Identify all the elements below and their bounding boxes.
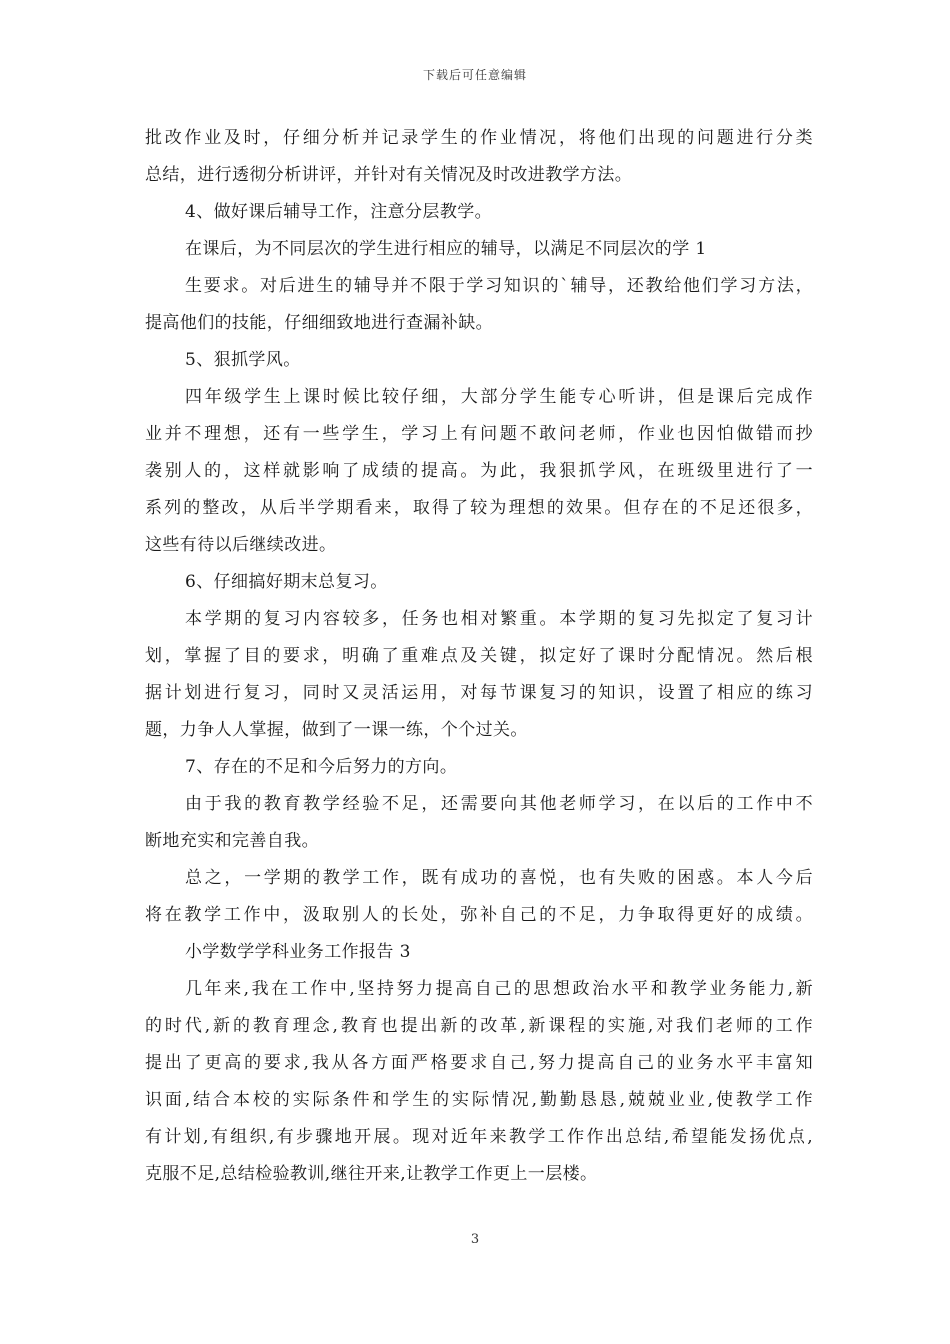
text-line: 总结，进行透彻分析讲评，并针对有关情况及时改进教学方法。: [145, 165, 633, 185]
text-line: 提高他们的技能，仔细细致地进行查漏补缺。: [145, 313, 493, 333]
text-line: 业并不理想，还有一些学生，学习上有问题不敢问老师，作业也因怕做错而抄: [145, 424, 813, 444]
text-line: 袭别人的，这样就影响了成绩的提高。为此，我狠抓学风，在班级里进行了一: [145, 461, 813, 481]
text-line: 几年来,我在工作中,坚持努力提高自己的思想政治水平和教学业务能力,新: [185, 979, 813, 999]
text-line: 划，掌握了目的要求，明确了重难点及关键，拟定好了课时分配情况。然后根: [145, 646, 813, 666]
text-line: 本学期的复习内容较多，任务也相对繁重。本学期的复习先拟定了复习计: [185, 609, 813, 629]
text-line: 在课后，为不同层次的学生进行相应的辅导，以满足不同层次的学 1: [185, 239, 707, 259]
text-line: 这些有待以后继续改进。: [145, 535, 337, 555]
text-line: 提出了更高的要求,我从各方面严格要求自己,努力提高自己的业务水平丰富知: [145, 1053, 813, 1073]
text-line: 小学数学学科业务工作报告 3: [185, 942, 411, 962]
text-line: 有计划,有组织,有步骤地开展。现对近年来教学工作作出总结,希望能发扬优点,: [145, 1127, 813, 1147]
text-line: 4、做好课后辅导工作，注意分层教学。: [185, 202, 493, 222]
text-line: 总之，一学期的教学工作，既有成功的喜悦，也有失败的困惑。本人今后: [185, 868, 813, 888]
document-body: [145, 120, 813, 1193]
text-line: 据计划进行复习，同时又灵活运用，对每节课复习的知识，设置了相应的练习: [145, 683, 813, 703]
text-line: 批改作业及时，仔细分析并记录学生的作业情况，将他们出现的问题进行分类: [145, 128, 813, 148]
text-line: 由于我的教育教学经验不足，还需要向其他老师学习，在以后的工作中不: [185, 794, 813, 814]
text-line: 生要求。对后进生的辅导并不限于学习知识的`辅导，还教给他们学习方法，: [185, 276, 813, 296]
text-line: 将在教学工作中，汲取别人的长处，弥补自己的不足，力争取得更好的成绩。: [145, 905, 813, 925]
text-line: 6、仔细搞好期末总复习。: [185, 572, 388, 592]
text-line: 的时代,新的教育理念,教育也提出新的改革,新课程的实施,对我们老师的工作: [145, 1016, 813, 1036]
text-line: 四年级学生上课时候比较仔细，大部分学生能专心听讲，但是课后完成作: [185, 387, 813, 407]
text-line: 系列的整改，从后半学期看来，取得了较为理想的效果。但存在的不足还很多，: [145, 498, 813, 518]
page-number: 3: [470, 1232, 480, 1247]
text-line: 断地充实和完善自我。: [145, 831, 319, 851]
page-header: 下载后可任意编辑: [422, 68, 527, 82]
text-line: 题，力争人人掌握，做到了一课一练，个个过关。: [145, 720, 528, 740]
text-line: 5、狠抓学风。: [185, 350, 301, 370]
text-line: 识面,结合本校的实际条件和学生的实际情况,勤勤恳恳,兢兢业业,使教学工作: [145, 1090, 813, 1110]
text-line: 7、存在的不足和今后努力的方向。: [185, 757, 458, 777]
text-line: 克服不足,总结检验教训,继往开来,让教学工作更上一层楼。: [145, 1164, 598, 1184]
